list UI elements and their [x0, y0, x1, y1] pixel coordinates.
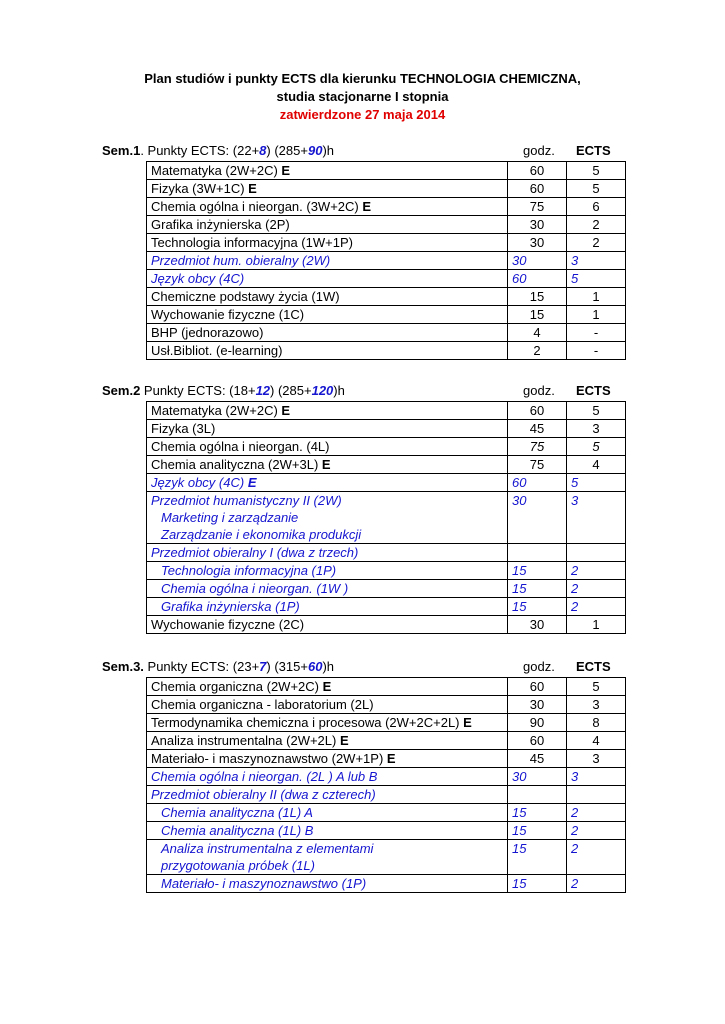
- table-row: Fizyka (3L) 45 3: [147, 420, 626, 438]
- doc-approval-date: zatwierdzone 27 maja 2014: [279, 107, 446, 122]
- table-row: Grafika inżynierska (1P) 15 2: [147, 598, 626, 616]
- semester-2-section: [102, 383, 632, 634]
- table-row: Przedmiot hum. obieralny (2W) 30 3: [147, 252, 626, 270]
- ects-column-header: ECTS: [576, 143, 611, 158]
- table-row: Usł.Bibliot. (e-learning) 2 -: [147, 342, 626, 360]
- semester-3-header: Sem.3. Punkty ECTS: (23+7) (315+60)h godz. ECTS: [102, 659, 611, 674]
- table-row: Język obcy (4C) 60 5: [147, 270, 626, 288]
- table-row: Marketing i zarządzanie: [147, 509, 626, 526]
- table-row: BHP (jednorazowo) 4 -: [147, 324, 626, 342]
- table-row: Chemia organiczna (2W+2C) E 60 5: [147, 678, 626, 696]
- table-row: przygotowania próbek (1L): [147, 857, 626, 875]
- table-row: Chemia analityczna (2W+3L) E 75 4: [147, 456, 626, 474]
- table-row: Materiało- i maszynoznawstwo (1P) 15 2: [147, 875, 626, 893]
- table-row: Chemia ogólna i nieorgan. (3W+2C) E 75 6: [147, 198, 626, 216]
- table-row: Technologia informacyjna (1P) 15 2: [147, 562, 626, 580]
- table-row: Termodynamika chemiczna i procesowa (2W+2C+2L) E 90 8: [147, 714, 626, 732]
- table-row: Fizyka (3W+1C) E 60 5: [147, 180, 626, 198]
- doc-title-line1: Plan studiów i punkty ECTS dla kierunku TECHNOLOGIA CHEMICZNA,: [144, 71, 581, 86]
- table-row: Wychowanie fizyczne (1C) 15 1: [147, 306, 626, 324]
- hours-column-header: godz.: [523, 659, 555, 674]
- semester-1-label: Sem.1: [102, 143, 141, 158]
- table-row: Przedmiot obieralny I (dwa z trzech): [147, 544, 626, 562]
- ects-column-header: ECTS: [576, 383, 611, 398]
- table-row: Chemia ogólna i nieorgan. (4L) 75 5: [147, 438, 626, 456]
- table-row: Materiało- i maszynoznawstwo (2W+1P) E 45 3: [147, 750, 626, 768]
- table-row: Wychowanie fizyczne (2C) 30 1: [147, 616, 626, 634]
- table-row: Matematyka (2W+2C) E 60 5: [147, 402, 626, 420]
- table-row: Chemia analityczna (1L) B 15 2: [147, 822, 626, 840]
- table-row: Zarządzanie i ekonomika produkcji: [147, 526, 626, 544]
- semester-2-table: [146, 401, 626, 634]
- table-row: Chemia organiczna - laboratorium (2L) 30 3: [147, 696, 626, 714]
- table-row: Analiza instrumentalna (2W+2L) E 60 4: [147, 732, 626, 750]
- table-row: Matematyka (2W+2C) E 60 5: [147, 162, 626, 180]
- table-row: Analiza instrumentalna z elementami 15 2: [147, 840, 626, 858]
- ects-column-header: ECTS: [576, 659, 611, 674]
- semester-3-table: [146, 677, 626, 893]
- table-row: Chemia ogólna i nieorgan. (2L ) A lub B 30 3: [147, 768, 626, 786]
- table-row: Chemiczne podstawy życia (1W) 15 1: [147, 288, 626, 306]
- table-row: Chemia ogólna i nieorgan. (1W ) 15 2: [147, 580, 626, 598]
- semester-3-label: Sem.3.: [102, 659, 144, 674]
- table-row: Przedmiot humanistyczny II (2W) 30 3: [147, 492, 626, 510]
- semester-2-label: Sem.2: [102, 383, 141, 398]
- table-row: Grafika inżynierska (2P) 30 2: [147, 216, 626, 234]
- table-row: Technologia informacyjna (1W+1P) 30 2: [147, 234, 626, 252]
- hours-column-header: godz.: [523, 383, 555, 398]
- semester-3-section: [102, 659, 632, 893]
- table-row: Przedmiot obieralny II (dwa z czterech): [147, 786, 626, 804]
- table-row: Język obcy (4C) E 60 5: [147, 474, 626, 492]
- semester-1-table: [146, 161, 626, 360]
- doc-title-line2: studia stacjonarne I stopnia: [276, 89, 449, 104]
- hours-column-header: godz.: [523, 143, 555, 158]
- semester-1-header: Sem.1. Punkty ECTS: (22+8) (285+90)h godz. ECTS: [102, 143, 611, 158]
- semester-1-section: [102, 143, 632, 360]
- semester-2-header: Sem.2 Punkty ECTS: (18+12) (285+120)h godz. ECTS: [102, 383, 611, 398]
- table-row: Chemia analityczna (1L) A 15 2: [147, 804, 626, 822]
